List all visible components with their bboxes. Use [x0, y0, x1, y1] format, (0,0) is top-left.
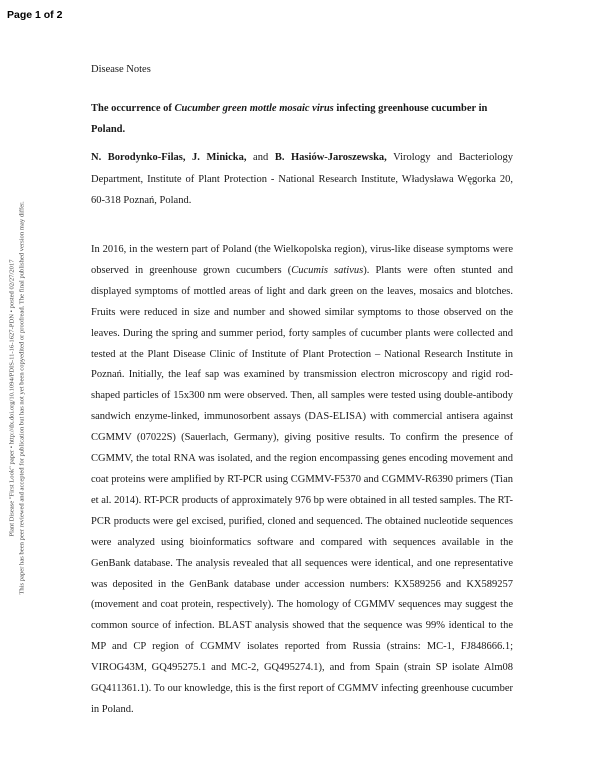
preprint-side-notice: [2, 158, 32, 638]
side-notice-line-2: This paper has been peer reviewed and accepted for publication but has not yet been copyedited or proofread. The final published version may differ.: [18, 201, 25, 595]
author-names-2: B. Hasiów-Jaroszewska,: [274, 152, 387, 163]
author-names-1: N. Borodynko-Filas, J. Minicka,: [91, 152, 247, 163]
title-prefix: The occurrence of: [91, 103, 175, 114]
section-label: Disease Notes: [91, 64, 151, 75]
author-block: [91, 147, 513, 212]
title-virus-name: Cucumber green mottle mosaic virus: [174, 103, 334, 114]
side-notice-line-1: Plant Disease "First Look" paper • http://dx.doi.org/10.1094/PDIS-11-16-1627-PDN • posted 02/27/2017: [8, 259, 16, 537]
body-paragraph: [91, 240, 513, 721]
author-conjunction: and: [246, 152, 275, 163]
body-text-part-1: In 2016, in the western part of Poland (the Wielkopolska region), virus-like disease symptoms were observed in greenhouse grown cucumbers (: [91, 244, 513, 276]
paper-title: [91, 98, 513, 140]
body-text-part-2: ). Plants were often stunted and displayed symptoms of mottled areas of light and dark green on the leaves, mosaics and blotches. Fruits were reduced in size and number and showed similar symptoms to those observed on the leaves. During the spring and summer period, forty samples of cucumber plants were collected and tested at the Plant Disease Clinic of Institute of Plant Protection – National Research Institute in Poznań. Initially, the leaf sap was examined by transmission electron microscopy and rigid rod-shaped particles of 15x300 nm were observed. Then, all samples were tested using double-antibody sandwich enzyme-linked, immunosorbent assays (DAS-ELISA) with commercial antisera against CGMMV (07022S) (Sauerlach, Germany), giving positive results. To confirm the presence of CGMMV, the total RNA was isolated, and the region encompassing genes encoding movement and coat proteins were amplified by RT-PCR using CGMMV-F5370 and CGMMV-R6390 primers (Tian et al. 2014). RT-PCR products of approximately 976 bp were obtained in all tested samples. The RT-PCR products were gel excised, purified, cloned and sequenced. The obtained nucleotide sequences were analyzed using bioinformatics software and compared with sequences available in the GenBank database. The analysis revealed that all sequences were identical, and one representative was deposited in the GenBank database under accession numbers: KX589256 and KX589257 (movement and coat protein, respectively). The homology of CGMMV sequences may suggest the common source of infection. BLAST analysis showed that the sequence was 99% identical to the MP and CP region of CGMMV isolates reported from Russia (strains: MC-1, FJ848666.1; VIROG43M, GQ495275.1 and MC-2, GQ495274.1), and from Spain (strain SP isolate Alm08 GQ411361.1). To our knowledge, this is the first report of CGMMV infecting greenhouse cucumber in Poland.: [91, 264, 513, 715]
author-affiliation: Virology and Bacteriology Department, Institute of Plant Protection - National Research Institute, Władysława Węgorka 20, 60-318 Poznań, Poland.: [91, 152, 513, 206]
page-counter: Page 1 of 2: [7, 9, 63, 21]
species-name: Cucumis sativus: [291, 264, 364, 276]
title-suffix: infecting greenhouse cucumber in Poland.: [91, 103, 488, 135]
